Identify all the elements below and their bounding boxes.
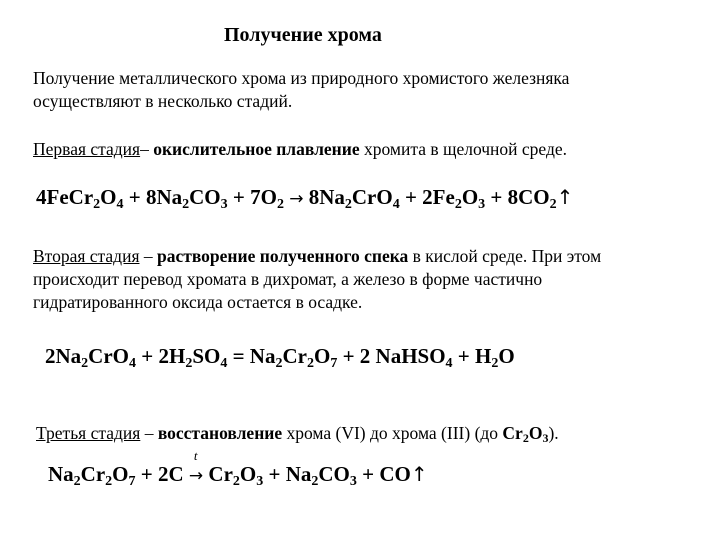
eq2-sub: 7 (330, 356, 338, 371)
stage-3-label: Третья стадия (36, 423, 141, 443)
eq3-term: + Na (263, 462, 312, 486)
page-title: Получение хрома (224, 24, 382, 46)
eq1-term: CO (189, 185, 221, 209)
eq2-sub: 4 (220, 356, 228, 371)
stage-3-bold: восстановление (157, 423, 283, 443)
eq1-sub: 3 (220, 197, 228, 212)
eq3-term: Na (48, 462, 74, 486)
eq2-term: + 2 NaHSO (337, 344, 446, 368)
stage-3-formula (502, 423, 548, 443)
eq1-sub: 2 (182, 197, 190, 212)
intro-line-2: осуществляют в несколько стадий. (33, 91, 293, 111)
eq3-term: Cr (203, 462, 233, 486)
eq3-term: Cr (80, 462, 106, 486)
equation-3 (48, 448, 428, 489)
eq3-term: CO (318, 462, 350, 486)
eq3-sub: 7 (128, 474, 136, 489)
formula-sub: 2 (522, 431, 529, 445)
equation-1 (36, 185, 573, 210)
intro-line-1: Получение металлического хрома из природного хромистого железняка (33, 68, 570, 88)
stage-2-paragraph (33, 245, 601, 314)
eq1-sub: 4 (392, 197, 400, 212)
eq1-sub: 3 (478, 197, 486, 212)
stage-1-bold: окислительное плавление (153, 139, 360, 159)
eq3-sub: 2 (232, 474, 240, 489)
eq2-sub: 2 (491, 356, 499, 371)
eq3-term: O (112, 462, 129, 486)
eq2-sub: 4 (129, 356, 136, 371)
eq2-term: 2Na (45, 344, 82, 368)
heat-arrow (188, 448, 204, 487)
eq3-sub: 3 (349, 474, 357, 489)
eq3-term: + 2C (135, 462, 189, 486)
formula-term: Cr (502, 423, 523, 443)
gas-arrow-up-icon: ↑ (556, 185, 574, 209)
eq1-sub: 2 (93, 197, 101, 212)
gas-arrow-up-icon: ↑ (410, 462, 428, 486)
eq3-sub: 2 (73, 474, 81, 489)
eq3-sub: 2 (311, 474, 319, 489)
stage-3-paragraph (36, 422, 559, 445)
eq1-term: CrO (351, 185, 393, 209)
eq1-term: + 8CO (485, 185, 550, 209)
stage-2-line-3: гидратированного оксида остается в осадке. (33, 292, 363, 312)
eq1-sub: 2 (454, 197, 462, 212)
eq1-term: + 2Fe (399, 185, 455, 209)
eq2-sub: 4 (445, 356, 453, 371)
intro-paragraph (33, 67, 569, 113)
stage-2-line-2: происходит перевод хромата в дихромат, а железо в форме частично (33, 269, 543, 289)
stage-2-label: Вторая стадия (33, 246, 140, 266)
eq3-term: O (239, 462, 257, 486)
heat-label: t (193, 448, 198, 463)
eq1-sub: 2 (344, 197, 352, 212)
stage-2-bold: растворение полученного спека (157, 246, 409, 266)
stage-2-dash: – (139, 246, 157, 266)
eq1-term: + 7O (227, 185, 277, 209)
eq2-sub: 2 (185, 356, 193, 371)
eq2-term: CrO (88, 344, 129, 368)
eq2-term: O (498, 344, 515, 368)
eq2-term: + 2H (136, 344, 186, 368)
eq1-term: 8Na (303, 185, 345, 209)
eq2-sub: 2 (81, 356, 89, 371)
eq3-sub: 3 (256, 474, 264, 489)
stage-3-rest: хрома (VI) до хрома (III) (до (282, 423, 503, 443)
stage-3-end: ). (548, 423, 559, 443)
stage-2-rest: в кислой среде. При этом (408, 246, 602, 266)
eq2-sub: 2 (275, 356, 283, 371)
eq2-term: = Na (227, 344, 276, 368)
eq3-term: + CO (356, 462, 411, 486)
eq3-sub: 2 (105, 474, 113, 489)
eq2-term: Cr (282, 344, 307, 368)
eq1-term: + 8Na (123, 185, 183, 209)
eq1-term: 4FeCr (36, 185, 94, 209)
stage-3-dash: – (140, 423, 158, 443)
eq2-term: O (313, 344, 331, 368)
stage-1-label: Первая стадия (33, 139, 141, 159)
reaction-arrow-icon: → (188, 466, 204, 486)
eq1-term: O (461, 185, 479, 209)
eq2-term: + H (452, 344, 492, 368)
eq1-sub: 2 (549, 197, 557, 212)
equation-2 (45, 344, 515, 369)
formula-term: O (528, 423, 543, 443)
formula-sub: 3 (542, 431, 549, 445)
eq1-sub: 4 (116, 197, 124, 212)
stage-2-line-1 (33, 245, 601, 268)
stage-1-rest: хромита в щелочной среде. (359, 139, 568, 159)
reaction-arrow-icon: → (289, 189, 304, 209)
eq2-sub: 2 (306, 356, 314, 371)
eq1-sub: 2 (276, 197, 284, 212)
stage-1-paragraph (33, 138, 567, 161)
eq2-term: SO (192, 344, 221, 368)
stage-1-dash: – (140, 139, 154, 159)
eq1-term: O (100, 185, 117, 209)
